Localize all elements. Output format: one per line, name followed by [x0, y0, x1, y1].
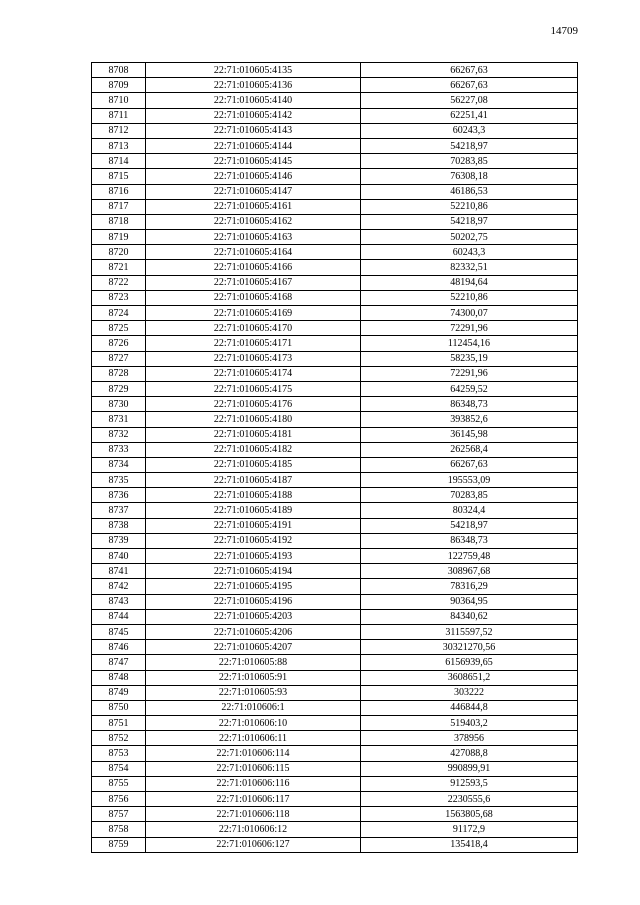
row-number-cell: 8712 [92, 123, 146, 138]
table-row [92, 457, 578, 472]
cadastral-value-cell: 56227,08 [361, 93, 578, 108]
cadastral-number-cell: 22:71:010606:117 [146, 792, 361, 807]
cadastral-number-cell: 22:71:010606:127 [146, 837, 361, 852]
cadastral-value-cell: 60243,3 [361, 245, 578, 260]
cadastral-value-cell: 86348,73 [361, 533, 578, 548]
cadastral-value-cell: 262568,4 [361, 442, 578, 457]
row-number-cell: 8727 [92, 351, 146, 366]
row-number-cell: 8745 [92, 624, 146, 639]
cadastral-number-cell: 22:71:010605:4145 [146, 154, 361, 169]
cadastral-number-cell: 22:71:010605:4162 [146, 214, 361, 229]
cadastral-value-cell: 46186,53 [361, 184, 578, 199]
row-number-cell: 8739 [92, 533, 146, 548]
table-row [92, 670, 578, 685]
row-number-cell: 8736 [92, 488, 146, 503]
table-row [92, 184, 578, 199]
row-number-cell: 8749 [92, 685, 146, 700]
cadastral-value-cell: 72291,96 [361, 321, 578, 336]
table-row [92, 685, 578, 700]
row-number-cell: 8716 [92, 184, 146, 199]
row-number-cell: 8720 [92, 245, 146, 260]
table-row [92, 63, 578, 78]
table-row [92, 807, 578, 822]
row-number-cell: 8752 [92, 731, 146, 746]
row-number-cell: 8722 [92, 275, 146, 290]
cadastral-value-cell: 54218,97 [361, 214, 578, 229]
row-number-cell: 8741 [92, 564, 146, 579]
cadastral-number-cell: 22:71:010605:4135 [146, 63, 361, 78]
cadastral-number-cell: 22:71:010605:4147 [146, 184, 361, 199]
table-row [92, 214, 578, 229]
row-number-cell: 8737 [92, 503, 146, 518]
cadastral-number-cell: 22:71:010605:4163 [146, 230, 361, 245]
table-row [92, 640, 578, 655]
row-number-cell: 8721 [92, 260, 146, 275]
cadastral-number-cell: 22:71:010605:4161 [146, 199, 361, 214]
cadastral-value-cell: 122759,48 [361, 549, 578, 564]
cadastral-value-cell: 90364,95 [361, 594, 578, 609]
row-number-cell: 8746 [92, 640, 146, 655]
cadastral-value-cell: 86348,73 [361, 397, 578, 412]
table-row [92, 366, 578, 381]
cadastral-value-table [91, 62, 578, 853]
cadastral-number-cell: 22:71:010605:4168 [146, 290, 361, 305]
table-body [92, 63, 578, 853]
cadastral-value-cell: 446844,8 [361, 700, 578, 715]
row-number-cell: 8711 [92, 108, 146, 123]
row-number-cell: 8724 [92, 306, 146, 321]
cadastral-number-cell: 22:71:010606:116 [146, 776, 361, 791]
cadastral-value-cell: 48194,64 [361, 275, 578, 290]
cadastral-value-cell: 52210,86 [361, 199, 578, 214]
cadastral-value-cell: 1563805,68 [361, 807, 578, 822]
cadastral-value-cell: 78316,29 [361, 579, 578, 594]
cadastral-number-cell: 22:71:010606:114 [146, 746, 361, 761]
table-row [92, 169, 578, 184]
table-row [92, 579, 578, 594]
cadastral-number-cell: 22:71:010605:4203 [146, 609, 361, 624]
table-row [92, 746, 578, 761]
row-number-cell: 8719 [92, 230, 146, 245]
table-row [92, 488, 578, 503]
row-number-cell: 8750 [92, 700, 146, 715]
row-number-cell: 8751 [92, 716, 146, 731]
cadastral-number-cell: 22:71:010605:4189 [146, 503, 361, 518]
row-number-cell: 8740 [92, 549, 146, 564]
cadastral-value-cell: 60243,3 [361, 123, 578, 138]
cadastral-number-cell: 22:71:010605:4187 [146, 473, 361, 488]
cadastral-value-cell: 36145,98 [361, 427, 578, 442]
cadastral-number-cell: 22:71:010605:4207 [146, 640, 361, 655]
cadastral-number-cell: 22:71:010605:4206 [146, 624, 361, 639]
cadastral-value-cell: 30321270,56 [361, 640, 578, 655]
row-number-cell: 8732 [92, 427, 146, 442]
cadastral-value-cell: 3115597,52 [361, 624, 578, 639]
cadastral-number-cell: 22:71:010605:4192 [146, 533, 361, 548]
cadastral-value-cell: 50202,75 [361, 230, 578, 245]
cadastral-value-cell: 70283,85 [361, 154, 578, 169]
cadastral-number-cell: 22:71:010605:91 [146, 670, 361, 685]
table-row [92, 123, 578, 138]
table-row [92, 776, 578, 791]
cadastral-value-cell: 54218,97 [361, 518, 578, 533]
cadastral-value-cell: 990899,91 [361, 761, 578, 776]
cadastral-value-cell: 303222 [361, 685, 578, 700]
row-number-cell: 8758 [92, 822, 146, 837]
row-number-cell: 8733 [92, 442, 146, 457]
cadastral-value-cell: 52210,86 [361, 290, 578, 305]
cadastral-number-cell: 22:71:010605:4176 [146, 397, 361, 412]
table-row [92, 93, 578, 108]
table-row [92, 792, 578, 807]
cadastral-number-cell: 22:71:010605:4140 [146, 93, 361, 108]
cadastral-number-cell: 22:71:010605:4188 [146, 488, 361, 503]
row-number-cell: 8759 [92, 837, 146, 852]
table-row [92, 822, 578, 837]
cadastral-value-cell: 80324,4 [361, 503, 578, 518]
cadastral-number-cell: 22:71:010605:4143 [146, 123, 361, 138]
row-number-cell: 8726 [92, 336, 146, 351]
table-row [92, 230, 578, 245]
row-number-cell: 8728 [92, 366, 146, 381]
cadastral-value-cell: 912593,5 [361, 776, 578, 791]
row-number-cell: 8730 [92, 397, 146, 412]
cadastral-number-cell: 22:71:010605:4167 [146, 275, 361, 290]
table-row [92, 594, 578, 609]
row-number-cell: 8756 [92, 792, 146, 807]
row-number-cell: 8754 [92, 761, 146, 776]
cadastral-value-cell: 135418,4 [361, 837, 578, 852]
table-row [92, 473, 578, 488]
table-row [92, 427, 578, 442]
cadastral-number-cell: 22:71:010605:4175 [146, 381, 361, 396]
cadastral-value-cell: 378956 [361, 731, 578, 746]
cadastral-number-cell: 22:71:010605:4169 [146, 306, 361, 321]
table-row [92, 503, 578, 518]
cadastral-number-cell: 22:71:010606:10 [146, 716, 361, 731]
row-number-cell: 8718 [92, 214, 146, 229]
row-number-cell: 8747 [92, 655, 146, 670]
cadastral-value-cell: 91172,9 [361, 822, 578, 837]
row-number-cell: 8731 [92, 412, 146, 427]
row-number-cell: 8713 [92, 138, 146, 153]
cadastral-value-cell: 66267,63 [361, 457, 578, 472]
cadastral-value-cell: 393852,6 [361, 412, 578, 427]
table-row [92, 564, 578, 579]
cadastral-number-cell: 22:71:010605:4191 [146, 518, 361, 533]
table-row [92, 78, 578, 93]
table-row [92, 624, 578, 639]
cadastral-value-cell: 54218,97 [361, 138, 578, 153]
cadastral-number-cell: 22:71:010605:4142 [146, 108, 361, 123]
cadastral-number-cell: 22:71:010605:4196 [146, 594, 361, 609]
row-number-cell: 8742 [92, 579, 146, 594]
cadastral-number-cell: 22:71:010605:4144 [146, 138, 361, 153]
cadastral-number-cell: 22:71:010605:93 [146, 685, 361, 700]
table-row [92, 199, 578, 214]
cadastral-number-cell: 22:71:010606:118 [146, 807, 361, 822]
cadastral-number-cell: 22:71:010605:88 [146, 655, 361, 670]
table-row [92, 108, 578, 123]
table-row [92, 549, 578, 564]
table-row [92, 290, 578, 305]
table-row [92, 260, 578, 275]
cadastral-number-cell: 22:71:010605:4136 [146, 78, 361, 93]
table-row [92, 700, 578, 715]
row-number-cell: 8717 [92, 199, 146, 214]
row-number-cell: 8738 [92, 518, 146, 533]
row-number-cell: 8743 [92, 594, 146, 609]
table-row [92, 275, 578, 290]
cadastral-number-cell: 22:71:010605:4182 [146, 442, 361, 457]
cadastral-value-cell: 82332,51 [361, 260, 578, 275]
cadastral-number-cell: 22:71:010605:4180 [146, 412, 361, 427]
cadastral-value-cell: 427088,8 [361, 746, 578, 761]
table-row [92, 245, 578, 260]
row-number-cell: 8715 [92, 169, 146, 184]
cadastral-number-cell: 22:71:010605:4164 [146, 245, 361, 260]
cadastral-value-cell: 70283,85 [361, 488, 578, 503]
table-row [92, 306, 578, 321]
cadastral-value-cell: 66267,63 [361, 78, 578, 93]
cadastral-value-cell: 195553,09 [361, 473, 578, 488]
row-number-cell: 8755 [92, 776, 146, 791]
table-row [92, 154, 578, 169]
cadastral-number-cell: 22:71:010605:4171 [146, 336, 361, 351]
table-row [92, 321, 578, 336]
cadastral-number-cell: 22:71:010606:1 [146, 700, 361, 715]
row-number-cell: 8714 [92, 154, 146, 169]
cadastral-number-cell: 22:71:010605:4193 [146, 549, 361, 564]
cadastral-number-cell: 22:71:010605:4166 [146, 260, 361, 275]
row-number-cell: 8757 [92, 807, 146, 822]
cadastral-value-cell: 308967,68 [361, 564, 578, 579]
table-row [92, 138, 578, 153]
cadastral-number-cell: 22:71:010605:4195 [146, 579, 361, 594]
table-row [92, 442, 578, 457]
cadastral-value-cell: 2230555,6 [361, 792, 578, 807]
table-row [92, 381, 578, 396]
cadastral-value-cell: 84340,62 [361, 609, 578, 624]
cadastral-number-cell: 22:71:010605:4194 [146, 564, 361, 579]
row-number-cell: 8723 [92, 290, 146, 305]
cadastral-number-cell: 22:71:010605:4181 [146, 427, 361, 442]
table-row [92, 412, 578, 427]
cadastral-value-cell: 58235,19 [361, 351, 578, 366]
cadastral-value-cell: 64259,52 [361, 381, 578, 396]
table-row [92, 761, 578, 776]
table-row [92, 609, 578, 624]
cadastral-value-cell: 66267,63 [361, 63, 578, 78]
row-number-cell: 8710 [92, 93, 146, 108]
row-number-cell: 8744 [92, 609, 146, 624]
table-row [92, 731, 578, 746]
cadastral-value-cell: 112454,16 [361, 336, 578, 351]
table-row [92, 716, 578, 731]
cadastral-value-cell: 3608651,2 [361, 670, 578, 685]
page-number: 14709 [550, 25, 578, 37]
table-row [92, 655, 578, 670]
cadastral-value-cell: 6156939,65 [361, 655, 578, 670]
cadastral-number-cell: 22:71:010606:115 [146, 761, 361, 776]
cadastral-value-cell: 62251,41 [361, 108, 578, 123]
cadastral-value-cell: 519403,2 [361, 716, 578, 731]
table-row [92, 397, 578, 412]
cadastral-number-cell: 22:71:010606:11 [146, 731, 361, 746]
cadastral-number-cell: 22:71:010605:4146 [146, 169, 361, 184]
row-number-cell: 8708 [92, 63, 146, 78]
row-number-cell: 8748 [92, 670, 146, 685]
cadastral-number-cell: 22:71:010605:4185 [146, 457, 361, 472]
row-number-cell: 8725 [92, 321, 146, 336]
row-number-cell: 8709 [92, 78, 146, 93]
row-number-cell: 8735 [92, 473, 146, 488]
table-row [92, 518, 578, 533]
row-number-cell: 8734 [92, 457, 146, 472]
cadastral-number-cell: 22:71:010605:4173 [146, 351, 361, 366]
table-row [92, 336, 578, 351]
cadastral-value-cell: 74300,07 [361, 306, 578, 321]
cadastral-value-cell: 76308,18 [361, 169, 578, 184]
cadastral-number-cell: 22:71:010605:4170 [146, 321, 361, 336]
table-row [92, 837, 578, 852]
row-number-cell: 8729 [92, 381, 146, 396]
cadastral-number-cell: 22:71:010605:4174 [146, 366, 361, 381]
cadastral-number-cell: 22:71:010606:12 [146, 822, 361, 837]
cadastral-value-cell: 72291,96 [361, 366, 578, 381]
row-number-cell: 8753 [92, 746, 146, 761]
table-row [92, 533, 578, 548]
table-row [92, 351, 578, 366]
